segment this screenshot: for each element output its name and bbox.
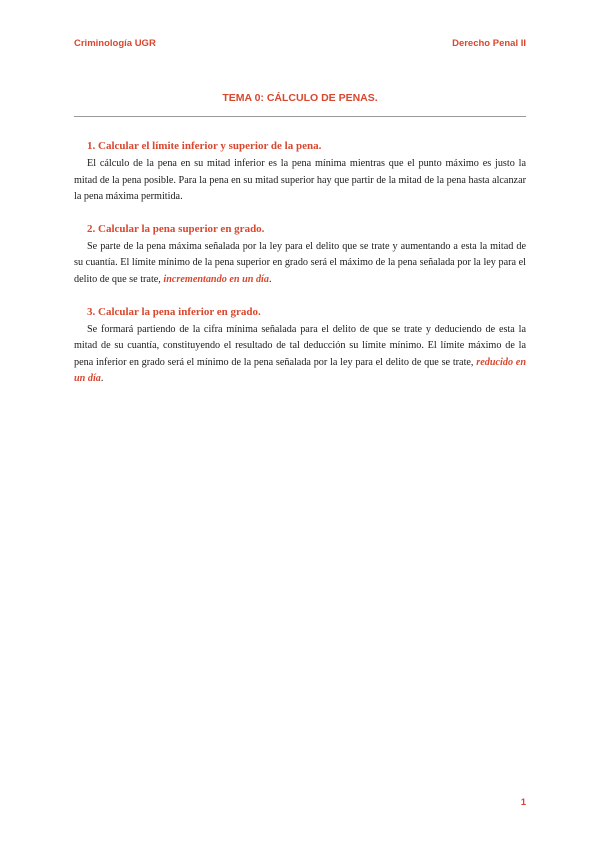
section-lower-degree [74, 304, 526, 388]
emphasis-text: reducido en un día [74, 356, 526, 385]
page-number: 1 [520, 797, 526, 808]
emphasis-text: incrementando en un día [163, 273, 269, 285]
section-heading: 2. Calcular la pena superior en grado. [87, 222, 265, 235]
paragraph-text: Se parte de la pena máxima señalada por la ley para el delito que se trate y aumentando a esta la mitad de su cuantía. El límite mínimo de la pena superior en grado será el máximo de la pena señalada por la ley para el delito de que se trate, [74, 240, 526, 285]
running-header [74, 38, 526, 49]
section-paragraph: El cálculo de la pena en su mitad inferior es la pena mínima mientras que el punto máximo es justo la mitad de la pena posible. Para la pena en su mitad superior hay que partir de la mitad de la pena hasta alcanzar la pena máxima permitida. [74, 158, 526, 203]
section-higher-degree [74, 221, 526, 289]
document-body [74, 138, 526, 403]
section-heading: 1. Calcular el límite inferior y superior de la pena. [87, 140, 322, 152]
paragraph-end: . [100, 373, 104, 385]
header-subject: Derecho Penal II [452, 38, 526, 49]
section-heading: 3. Calcular la pena inferior en grado. [87, 305, 261, 318]
paragraph-end: . [268, 273, 272, 285]
section-limits [74, 138, 526, 206]
section-paragraph [74, 239, 526, 289]
document-title: TEMA 0: CÁLCULO DE PENAS. [222, 92, 378, 104]
header-course: Criminología UGR [74, 38, 156, 49]
title-divider [74, 116, 526, 117]
paragraph-text: Se formará partiendo de la cifra mínima señalada para el delito de que se trate y deduciendo de esta la mitad de su cuantía, constituyendo el resultado de tal deducción su límite mínimo. El límite máximo de la pena inferior en grado será el mínimo de la pena señalada por la ley para el delito de que se trate, [74, 323, 526, 368]
section-paragraph [74, 322, 526, 388]
